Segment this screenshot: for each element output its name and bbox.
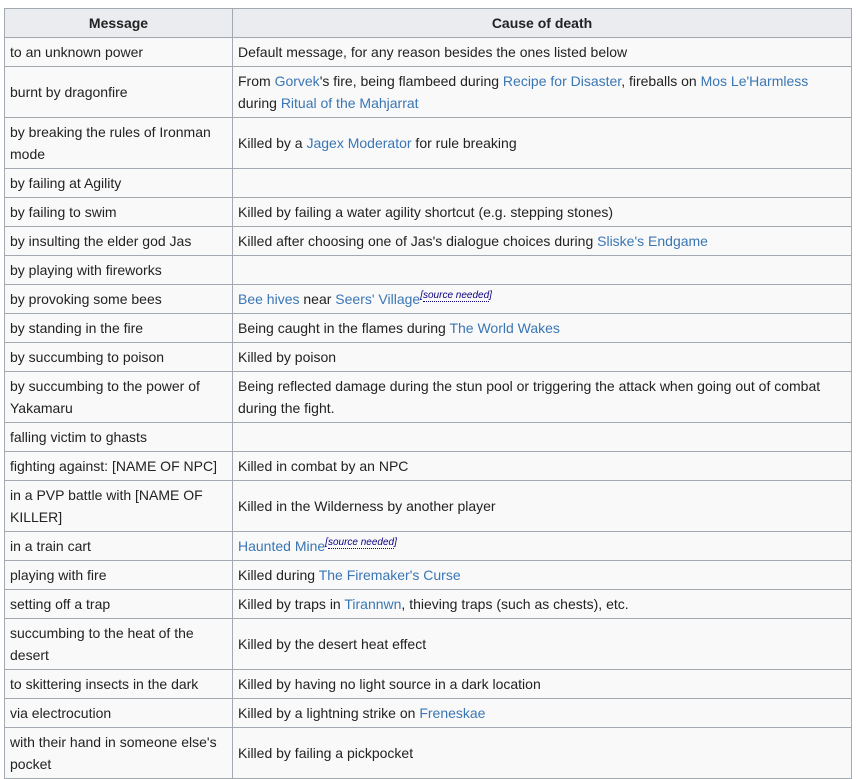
message-cell: by breaking the rules of Ironman mode bbox=[5, 118, 233, 169]
cause-cell bbox=[233, 256, 852, 285]
cause-text: Killed after choosing one of Jas's dialogue choices during bbox=[238, 233, 598, 249]
wiki-link[interactable]: Ritual of the Mahjarrat bbox=[280, 95, 419, 111]
cause-cell bbox=[233, 481, 852, 532]
table-row bbox=[5, 670, 852, 699]
death-messages-table bbox=[4, 8, 852, 779]
table-row bbox=[5, 314, 852, 343]
header-cause: Cause of death bbox=[233, 9, 852, 38]
message-cell: by failing to swim bbox=[5, 198, 233, 227]
wiki-link[interactable]: Freneskae bbox=[419, 705, 486, 721]
cause-text: Killed by having no light source in a dark location bbox=[238, 676, 541, 692]
cause-text: Killed by poison bbox=[238, 349, 337, 365]
cause-cell bbox=[233, 532, 852, 561]
cause-cell bbox=[233, 452, 852, 481]
cause-cell bbox=[233, 343, 852, 372]
cause-cell bbox=[233, 38, 852, 67]
cause-text: Being caught in the flames during bbox=[238, 320, 450, 336]
table-row bbox=[5, 532, 852, 561]
cause-cell bbox=[233, 670, 852, 699]
cause-cell bbox=[233, 423, 852, 452]
cause-text: From bbox=[238, 73, 275, 89]
cause-text: Killed by a lightning strike on bbox=[238, 705, 420, 721]
cause-text: , fireballs on bbox=[621, 73, 701, 89]
wiki-link[interactable]: The Firemaker's Curse bbox=[318, 567, 461, 583]
cause-cell bbox=[233, 67, 852, 118]
cause-cell bbox=[233, 227, 852, 256]
table-row bbox=[5, 38, 852, 67]
message-cell: playing with fire bbox=[5, 561, 233, 590]
cause-text: Killed in combat by an NPC bbox=[238, 458, 409, 474]
message-cell: via electrocution bbox=[5, 699, 233, 728]
cause-text: Default message, for any reason besides the ones listed below bbox=[238, 44, 628, 60]
message-cell: by playing with fireworks bbox=[5, 256, 233, 285]
cause-text: Killed by failing a pickpocket bbox=[238, 745, 414, 761]
cause-cell bbox=[233, 285, 852, 314]
wiki-link[interactable]: Mos Le'Harmless bbox=[700, 73, 809, 89]
wiki-link[interactable]: Haunted Mine bbox=[238, 538, 326, 554]
cause-cell bbox=[233, 314, 852, 343]
cause-cell bbox=[233, 169, 852, 198]
cause-text: Killed during bbox=[238, 567, 319, 583]
message-cell: with their hand in someone else's pocket bbox=[5, 728, 233, 779]
message-cell: burnt by dragonfire bbox=[5, 67, 233, 118]
table-row bbox=[5, 372, 852, 423]
message-cell: falling victim to ghasts bbox=[5, 423, 233, 452]
table-row bbox=[5, 227, 852, 256]
table-row bbox=[5, 285, 852, 314]
wiki-link[interactable]: Sliske's Endgame bbox=[597, 233, 708, 249]
table-row bbox=[5, 198, 852, 227]
message-cell: setting off a trap bbox=[5, 590, 233, 619]
message-cell: in a train cart bbox=[5, 532, 233, 561]
message-cell: in a PVP battle with [NAME OF KILLER] bbox=[5, 481, 233, 532]
cause-cell bbox=[233, 590, 852, 619]
wiki-link[interactable]: Recipe for Disaster bbox=[502, 73, 622, 89]
wiki-link[interactable]: Bee hives bbox=[238, 291, 300, 307]
cause-text: Killed in the Wilderness by another player bbox=[238, 498, 496, 514]
table-row bbox=[5, 481, 852, 532]
cause-text: during bbox=[238, 95, 281, 111]
wiki-link[interactable]: Tirannwn bbox=[344, 596, 402, 612]
wiki-link[interactable]: Jagex Moderator bbox=[306, 135, 412, 151]
header-row bbox=[5, 9, 852, 38]
cause-cell bbox=[233, 198, 852, 227]
message-cell: by provoking some bees bbox=[5, 285, 233, 314]
cause-text: 's fire, being flambeed during bbox=[319, 73, 503, 89]
message-cell: by succumbing to poison bbox=[5, 343, 233, 372]
message-cell: by insulting the elder god Jas bbox=[5, 227, 233, 256]
cause-text: near bbox=[299, 291, 336, 307]
cause-text: , thieving traps (such as chests), etc. bbox=[401, 596, 629, 612]
table-row bbox=[5, 728, 852, 779]
cause-text: Killed by failing a water agility shortcut (e.g. stepping stones) bbox=[238, 204, 614, 220]
table-row bbox=[5, 423, 852, 452]
table-row bbox=[5, 561, 852, 590]
table-row bbox=[5, 699, 852, 728]
wiki-link[interactable]: The World Wakes bbox=[449, 320, 560, 336]
message-cell: succumbing to the heat of the desert bbox=[5, 619, 233, 670]
message-cell: by succumbing to the power of Yakamaru bbox=[5, 372, 233, 423]
cause-text: Being reflected damage during the stun pool or triggering the attack when going out of combat during the fight. bbox=[238, 378, 821, 416]
table-row bbox=[5, 256, 852, 285]
cause-cell bbox=[233, 619, 852, 670]
cause-cell bbox=[233, 561, 852, 590]
citation-needed-text: source needed bbox=[327, 537, 395, 548]
table-container bbox=[4, 8, 852, 779]
message-cell: to skittering insects in the dark bbox=[5, 670, 233, 699]
message-cell: fighting against: [NAME OF NPC] bbox=[5, 452, 233, 481]
cause-text: Killed by a bbox=[238, 135, 307, 151]
citation-needed-link[interactable]: [source needed] bbox=[420, 290, 492, 301]
table-row bbox=[5, 67, 852, 118]
cause-text: Killed by traps in bbox=[238, 596, 345, 612]
cause-cell bbox=[233, 118, 852, 169]
wiki-link[interactable]: Gorvek bbox=[274, 73, 320, 89]
table-row bbox=[5, 118, 852, 169]
cause-cell bbox=[233, 699, 852, 728]
cause-text: for rule breaking bbox=[411, 135, 517, 151]
citation-needed-link[interactable]: [source needed] bbox=[325, 537, 397, 548]
message-cell: by standing in the fire bbox=[5, 314, 233, 343]
cause-cell bbox=[233, 372, 852, 423]
cause-text: Killed by the desert heat effect bbox=[238, 636, 427, 652]
table-row bbox=[5, 590, 852, 619]
message-cell: by failing at Agility bbox=[5, 169, 233, 198]
table-row bbox=[5, 619, 852, 670]
citation-needed-text: source needed bbox=[423, 290, 490, 301]
table-row bbox=[5, 169, 852, 198]
wiki-link[interactable]: Seers' Village bbox=[335, 291, 421, 307]
table-row bbox=[5, 343, 852, 372]
message-cell: to an unknown power bbox=[5, 38, 233, 67]
table-body bbox=[5, 38, 852, 779]
table-row bbox=[5, 452, 852, 481]
citation-needed bbox=[420, 290, 492, 302]
header-message: Message bbox=[5, 9, 233, 38]
cause-cell bbox=[233, 728, 852, 779]
citation-needed bbox=[325, 537, 397, 549]
